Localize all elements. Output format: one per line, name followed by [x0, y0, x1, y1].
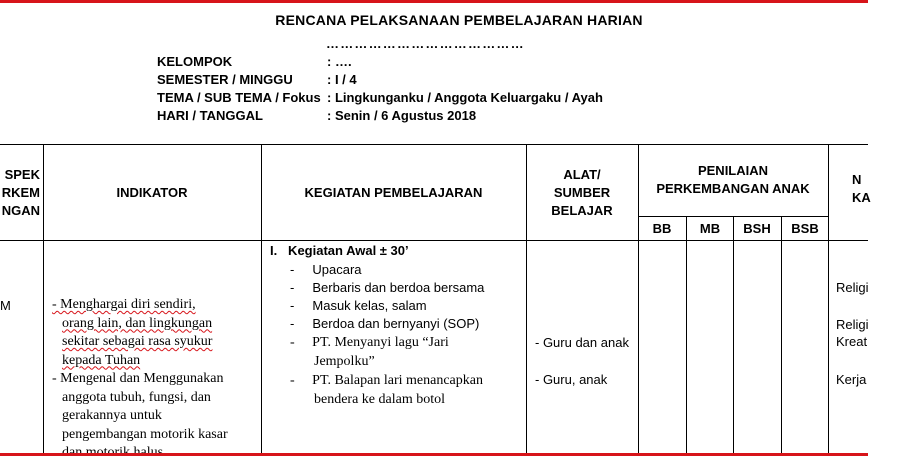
alat-item: - Guru, anak — [535, 372, 608, 387]
header-alat — [526, 166, 638, 220]
header-nilai-line: KA — [852, 190, 871, 205]
alat-item: - Guru dan anak — [535, 335, 629, 350]
dash: - — [290, 262, 313, 277]
nilai-item: Kerja — [836, 372, 867, 387]
col-divider-mb — [733, 216, 734, 456]
kegiatan-section-title: I. Kegiatan Awal ± 30’ — [270, 243, 409, 258]
dash: - — [290, 280, 313, 295]
col-divider-5 — [828, 144, 829, 456]
header-alat-line: BELAJAR — [551, 203, 613, 218]
kegiatan-item — [290, 371, 483, 390]
col-divider-bsh — [781, 216, 782, 456]
bottom-red-border — [0, 453, 868, 456]
document-title: RENCANA PELAKSANAAN PEMBELAJARAN HARIAN — [275, 12, 643, 28]
kegiatan-item — [290, 352, 483, 371]
header-aspek-line: RKEM — [1, 185, 40, 200]
header-indikator: INDIKATOR — [116, 185, 188, 200]
header-bottom-border — [0, 240, 868, 241]
kegiatan-item-text: bendera ke dalam botol — [314, 392, 446, 407]
header-aspek-line: SPEK — [4, 167, 40, 182]
kegiatan-item-text: Masuk kelas, salam — [312, 298, 427, 313]
top-red-border — [0, 0, 868, 3]
dash: - — [290, 373, 313, 388]
kegiatan-item — [290, 279, 484, 297]
header-alat-line: ALAT/ — [563, 167, 601, 182]
kegiatan-item — [290, 297, 484, 315]
kegiatan-item-text: PT. Balapan lari menancapkan — [312, 373, 483, 388]
header-alat-line: SUMBER — [553, 185, 611, 200]
nilai-item: Kreat — [836, 334, 868, 349]
info-value: : Senin / 6 Agustus 2018 — [327, 108, 477, 123]
header-aspek — [0, 166, 40, 220]
header-bb: BB — [652, 221, 672, 236]
header-penilaian-line: PERKEMBANGAN ANAK — [656, 181, 810, 196]
table-top-border — [0, 144, 868, 145]
info-label: SEMESTER / MINGGU — [157, 72, 293, 87]
indikator-line: orang lain, dan lingkungan — [62, 315, 213, 331]
header-nilai — [852, 171, 892, 207]
header-bsh: BSH — [743, 221, 771, 236]
header-penilaian — [638, 162, 828, 198]
indikator-line: pengembangan motorik kasar — [62, 426, 228, 442]
indikator-line: gerakannya untuk — [62, 408, 162, 423]
info-label: HARI / TANGGAL — [157, 108, 263, 123]
kegiatan-item-text: PT. Menyanyi lagu “Jari — [312, 335, 449, 350]
kegiatan-item-text: Jempolku” — [314, 354, 375, 369]
info-label: KELOMPOK — [157, 54, 233, 69]
dash: - — [290, 298, 313, 313]
info-value: : Lingkunganku / Anggota Keluargaku / Ayah — [327, 90, 603, 105]
col-divider-bb — [686, 216, 687, 456]
nilai-item: Religi — [836, 280, 869, 295]
info-value: : I / 4 — [327, 72, 357, 87]
kegiatan-item-text: Upacara — [312, 262, 362, 277]
indikator-line: kepada Tuhan — [62, 352, 141, 368]
header-penilaian-line: PENILAIAN — [697, 163, 769, 178]
indikator-line: anggota tubuh, fungsi, dan — [62, 389, 211, 405]
indikator-line: sekitar sebagai rasa syukur — [62, 334, 213, 349]
header-aspek-line: NGAN — [1, 203, 40, 218]
nilai-item: Religi — [836, 317, 869, 332]
kegiatan-item — [290, 315, 484, 333]
kegiatan-list — [290, 261, 484, 333]
indikator-item — [52, 296, 228, 463]
header-mb: MB — [699, 221, 721, 236]
indikator-line: - Mengenal dan Menggunakan — [52, 371, 224, 386]
indikator-line: - Menghargai diri sendiri, — [52, 297, 196, 312]
dotted-fill-line: …………………………………… — [326, 36, 525, 51]
kegiatan-item — [290, 333, 483, 352]
header-nilai-line: N — [852, 172, 862, 187]
kegiatan-item-text: Berbaris dan berdoa bersama — [312, 280, 485, 295]
kegiatan-item — [290, 390, 483, 409]
info-value: : …. — [327, 54, 352, 69]
dash: - — [290, 316, 313, 331]
header-bsb: BSB — [791, 221, 819, 236]
aspek-cell: M — [0, 298, 11, 313]
kegiatan-item-text: Berdoa dan bernyanyi (SOP) — [312, 316, 480, 331]
dash: - — [290, 335, 313, 350]
kegiatan-item — [290, 261, 484, 279]
kegiatan-list-serif — [290, 333, 483, 409]
info-label: TEMA / SUB TEMA / Fokus — [157, 90, 321, 105]
header-kegiatan: KEGIATAN PEMBELAJARAN — [304, 185, 483, 200]
